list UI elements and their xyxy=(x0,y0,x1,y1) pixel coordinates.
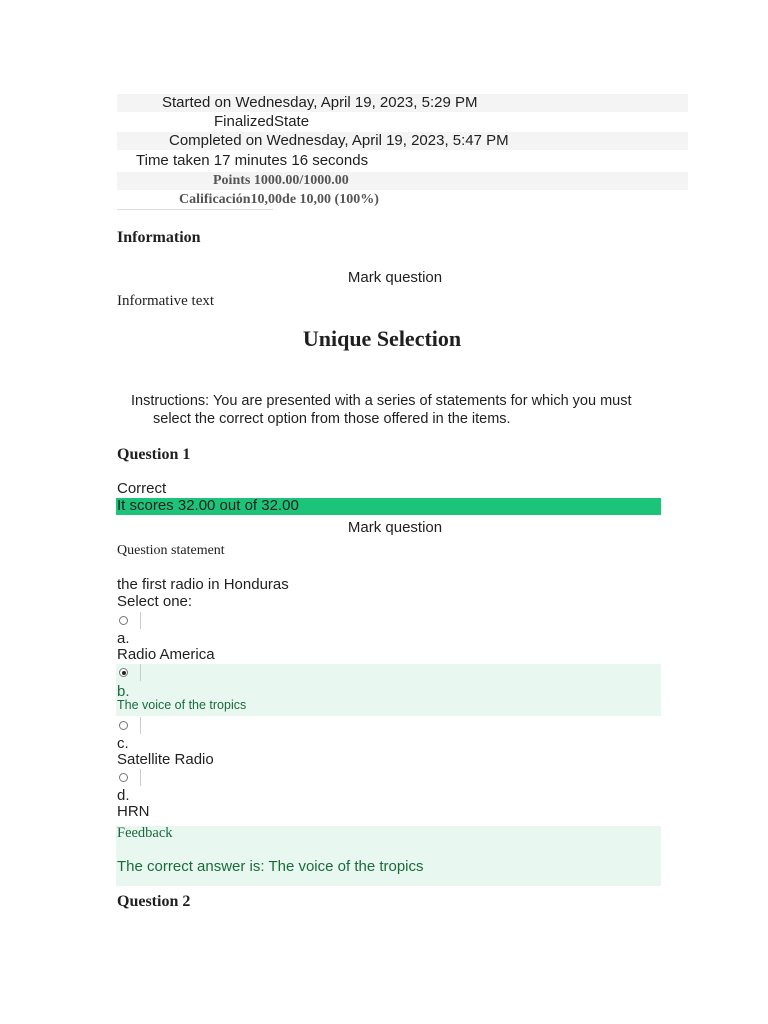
summary-started-row xyxy=(117,94,688,112)
feedback-box xyxy=(116,826,661,886)
option-d-radio[interactable] xyxy=(119,773,128,782)
time-taken-text: Time taken 17 minutes 16 seconds xyxy=(136,152,369,169)
option-d-text[interactable]: HRN xyxy=(117,803,150,820)
question-statement-label: Question statement xyxy=(117,543,225,558)
option-c-radio[interactable] xyxy=(119,721,128,730)
informative-text-label: Informative text xyxy=(117,293,215,309)
feedback-label: Feedback xyxy=(117,825,173,841)
mark-question-link[interactable]: Mark question xyxy=(347,269,443,286)
started-text: Started on Wednesday, April 19, 2023, 5:29 PM xyxy=(162,94,478,111)
option-d-separator xyxy=(140,769,141,786)
instructions-line-2: select the correct option from those offered in the items. xyxy=(153,411,511,427)
question-1-heading: Question 1 xyxy=(117,446,191,463)
summary-time-row xyxy=(117,152,688,170)
option-c-separator xyxy=(140,717,141,734)
option-a-radio[interactable] xyxy=(119,616,128,625)
option-b-separator xyxy=(140,664,141,681)
information-heading: Information xyxy=(117,229,201,246)
grade-text: Calificación10,00de 10,00 (100%) xyxy=(179,192,379,207)
state-text: FinalizedState xyxy=(214,113,310,130)
option-c-letter: c. xyxy=(117,735,129,752)
option-b-text[interactable]: The voice of the tropics xyxy=(117,698,247,712)
points-text: Points 1000.00/1000.00 xyxy=(213,173,349,188)
question-2-heading: Question 2 xyxy=(117,893,191,910)
summary-points-row xyxy=(117,172,688,190)
option-c-text[interactable]: Satellite Radio xyxy=(117,751,214,768)
completed-text: Completed on Wednesday, April 19, 2023, 5:47 PM xyxy=(169,132,509,149)
option-a-separator xyxy=(140,612,141,629)
summary-divider xyxy=(117,209,273,210)
correct-answer-text: The correct answer is: The voice of the tropics xyxy=(117,858,424,875)
summary-state-row xyxy=(117,113,688,131)
select-one-prompt: Select one: xyxy=(117,593,193,610)
question-statement-text: the first radio in Honduras xyxy=(117,576,289,593)
summary-completed-row xyxy=(117,132,688,150)
option-a-letter: a. xyxy=(117,630,130,647)
section-title: Unique Selection xyxy=(302,326,462,351)
question-1-status: Correct xyxy=(117,480,167,497)
option-b-letter: b. xyxy=(117,683,130,700)
question-1-mark-link[interactable]: Mark question xyxy=(347,519,443,536)
option-a-text[interactable]: Radio America xyxy=(117,646,215,663)
score-text: It scores 32.00 out of 32.00 xyxy=(117,497,299,514)
score-bar xyxy=(116,498,661,515)
option-d-letter: d. xyxy=(117,787,130,804)
instructions-line-1: Instructions: You are presented with a series of statements for which you must xyxy=(131,393,632,409)
summary-grade-row xyxy=(117,191,688,209)
option-b-radio[interactable] xyxy=(119,668,128,677)
